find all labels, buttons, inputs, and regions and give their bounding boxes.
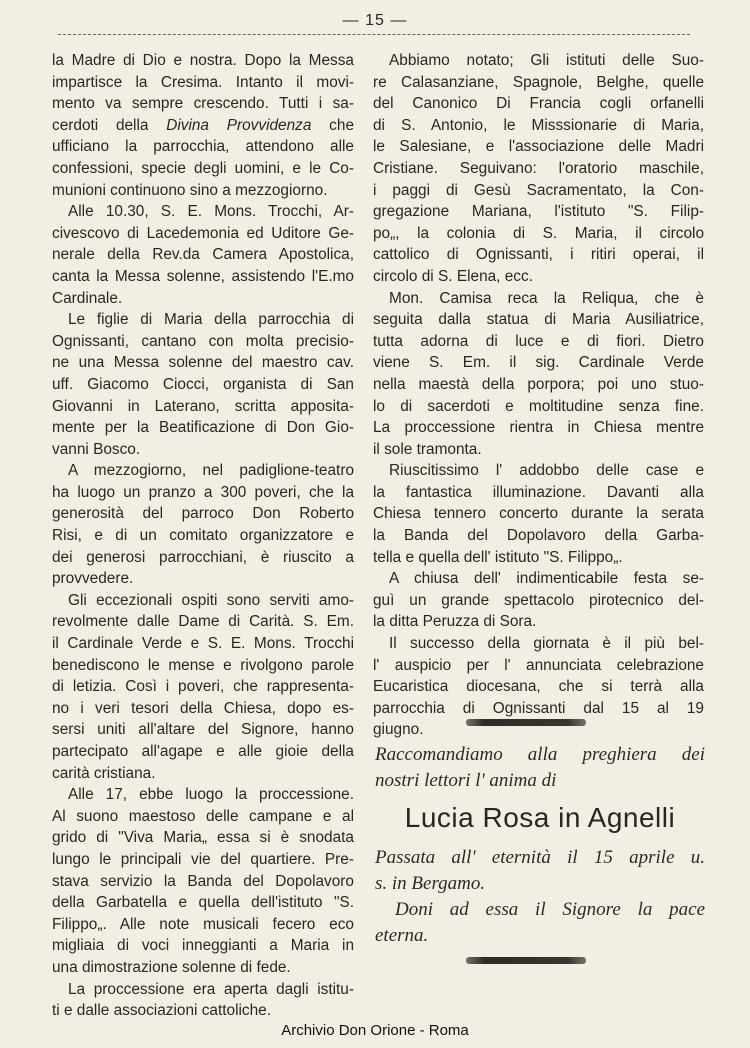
text-line: le Salesiane, e l'associazione delle Madri bbox=[373, 138, 704, 156]
page-number: — 15 — bbox=[342, 12, 408, 29]
text-line: Gli eccezionali ospiti sono serviti amo- bbox=[68, 591, 354, 609]
text-line: gregazione Mariana, l'istituto "S. Filip- bbox=[373, 203, 704, 221]
page-header bbox=[0, 10, 750, 50]
text-line: civescovo di Lacedemonia ed Uditore Ge- bbox=[52, 224, 354, 242]
text-line: Al suono maestoso delle campane e al bbox=[52, 807, 354, 825]
text-line: Cardinale. bbox=[52, 289, 123, 307]
text-line: Alle 10.30, S. E. Mons. Trocchi, Ar- bbox=[68, 203, 354, 221]
text-line: confessioni, specie degli uomini, e le Co- bbox=[52, 159, 354, 177]
text-line: il sole tramonta. bbox=[373, 440, 482, 458]
header-rule bbox=[58, 34, 690, 35]
text-line: guì un grande spettacolo pirotecnico del- bbox=[373, 591, 704, 609]
memorial-line: s. in Bergamo. bbox=[375, 873, 486, 894]
memorial-line: Raccomandiamo alla preghiera dei bbox=[375, 744, 705, 765]
text-line: A chiusa dell' indimenticabile festa se- bbox=[389, 570, 704, 588]
memorial-intro bbox=[375, 742, 705, 794]
memorial-line: Passata all' eternità il 15 aprile u. bbox=[375, 847, 705, 868]
text-line: Filippo„. Alle note musicali fecero eco bbox=[52, 915, 354, 933]
text-line: di letizia. Così i poveri, che rappresenta- bbox=[52, 678, 354, 696]
text-line: Mon. Camisa reca la Reliqua, che è bbox=[389, 289, 704, 307]
right-column bbox=[373, 50, 704, 741]
italic-title: Divina Provvidenza bbox=[166, 116, 312, 134]
text-line: carità cristiana. bbox=[52, 764, 156, 782]
text-line: nerale della Rev.da Camera Apostolica, bbox=[52, 246, 354, 264]
text-line: tutta adorna di luce e di fiori. Dietro bbox=[373, 332, 704, 350]
left-column bbox=[52, 50, 354, 1022]
text-line: stava servizio la Banda del Dopolavoro bbox=[52, 872, 354, 890]
text-line: A mezzogiorno, nel padiglione-teatro bbox=[68, 462, 354, 480]
ornament-divider bbox=[466, 957, 586, 964]
text-line: Chiesa tennero concerto durante la serata bbox=[373, 505, 704, 523]
text-line: mente per la Beatificazione di Don Gio- bbox=[52, 419, 354, 437]
text-line: ti e dalle associazioni cattoliche. bbox=[52, 1002, 272, 1020]
text-line: la Madre di Dio e nostra. Dopo la Messa bbox=[52, 52, 354, 69]
text-line: canta la Messa solenne, assistendo l'E.mo bbox=[52, 267, 354, 285]
text-line: provvedere. bbox=[52, 570, 134, 588]
memorial-name: Lucia Rosa in Agnelli bbox=[404, 802, 676, 833]
archive-footer: Archivio Don Orione - Roma bbox=[281, 1022, 469, 1039]
text-line: cattolico di Ognissanti, i ritiri operai, il bbox=[373, 246, 704, 264]
text-line: Risi, e di un comitato organizzatore e bbox=[52, 527, 354, 545]
text-line: dei generosi parrocchiani, è riuscito a bbox=[52, 548, 354, 566]
text-line: il Cardinale Verde e S. E. Mons. Trocchi bbox=[52, 635, 354, 653]
text-line: partecipato all'agape e alle gioie della bbox=[52, 743, 354, 760]
text-line: ufficiano la parrocchia, attendono alle bbox=[52, 138, 354, 156]
text-line: giugno. bbox=[373, 721, 424, 739]
text-line: ha luogo un pranzo a 300 poveri, che la bbox=[52, 483, 354, 501]
text-line: generosità del parroco Don Roberto bbox=[52, 505, 354, 523]
text-line: l' auspicio per l' annunciata celebrazione bbox=[373, 656, 704, 674]
text-line: Abbiamo notato; Gli istituti delle Suo- bbox=[389, 52, 704, 69]
text-line: la fantastica illuminazione. Davanti alla bbox=[373, 483, 704, 501]
text-line: cerdoti della Divina Provvidenza che bbox=[52, 116, 355, 134]
memorial-body bbox=[375, 845, 705, 949]
memorial-line: nostri lettori l' anima di bbox=[375, 770, 557, 791]
text-line: migliaia di voci inneggianti a Maria in bbox=[52, 937, 354, 955]
text-line: Cristiane. Seguivano: l'oratorio maschile, bbox=[373, 159, 704, 177]
text-line: Riuscitissimo l' addobbo delle case e bbox=[389, 462, 704, 480]
text-line: circolo di S. Elena, ecc. bbox=[373, 267, 533, 285]
text-line: mento va sempre crescendo. Tutti i sa- bbox=[52, 95, 354, 113]
text-line: viene S. Em. il sig. Cardinale Verde bbox=[373, 354, 704, 372]
text-line: parrocchia di Ognissanti dal 15 al 19 bbox=[373, 699, 704, 717]
text-line: nella maestà della porpora; poi uno stuo- bbox=[373, 375, 704, 393]
text-line: ne una Messa solenne del maestro cav. bbox=[52, 354, 354, 372]
text-line: del Canonico Di Francia cogli orfanelli bbox=[373, 95, 704, 113]
text-line: grido di "Viva Maria„ essa si è snodata bbox=[52, 829, 354, 847]
text-line: La proccessione rientra in Chiesa mentre bbox=[373, 419, 704, 437]
text-line: Giovanni in Laterano, scritta apposita- bbox=[52, 397, 354, 415]
text-line: tella e quella dell' istituto "S. Filippo„. bbox=[373, 548, 623, 566]
text-line: munioni continuono sino a mezzogiorno. bbox=[52, 181, 328, 199]
memorial-line: Doni ad essa il Signore la pace bbox=[395, 899, 705, 920]
text-line: vanni Bosco. bbox=[52, 440, 141, 458]
text-line: della Garbatella e quella dell'istituto "S. bbox=[52, 894, 354, 912]
text-line: Il successo della giornata è il più bel- bbox=[389, 635, 704, 653]
text-line: una dimostrazione solenne di fede. bbox=[52, 958, 291, 976]
text-line: re Calasanziane, Spagnole, Belghe, quelle bbox=[373, 73, 704, 91]
text-line: po„, la colonia di S. Maria, il circolo bbox=[373, 224, 704, 242]
text-line: impartisce la Cresima. Intanto il movi- bbox=[52, 73, 354, 91]
text-line: seguita dalla statua di Maria Ausiliatrice, bbox=[373, 311, 704, 329]
text-line: la Banda del Dopolavoro della Garba- bbox=[373, 527, 704, 545]
text-line: i paggi di Gesù Sacramentato, la Con- bbox=[373, 181, 704, 199]
text-line: sersi uniti all'altare del Signore, hanno bbox=[52, 721, 354, 739]
text-line: lo di sacerdoti e moltitudine senza fine. bbox=[373, 397, 704, 415]
text-line: La proccessione era aperta dagli istitu- bbox=[68, 980, 354, 998]
text-line: la ditta Peruzza di Sora. bbox=[373, 613, 537, 631]
text-line: revolmente dalle Dame di Carità. S. Em. bbox=[52, 613, 354, 631]
ornament-divider bbox=[466, 719, 586, 726]
text-line: no i veri tesori della Chiesa, dopo es- bbox=[52, 699, 354, 717]
text-line: Eucaristica diocesana, che si terrà alla bbox=[373, 678, 704, 696]
memorial-line: eterna. bbox=[375, 925, 429, 946]
text-line: lungo le principali vie del quartiere. Pre- bbox=[52, 850, 354, 868]
text-line: Le figlie di Maria della parrocchia di bbox=[68, 311, 354, 329]
text-line: uff. Giacomo Ciocci, organista di San bbox=[52, 375, 354, 393]
text-line: Alle 17, ebbe luogo la proccessione. bbox=[68, 786, 354, 804]
text-line: di S. Antonio, le Misssionarie di Maria, bbox=[373, 116, 704, 134]
text-line: Ognissanti, cantano con molta precisio- bbox=[52, 332, 354, 350]
text-line: benediscono le mense e rivolgono parole bbox=[52, 656, 354, 674]
